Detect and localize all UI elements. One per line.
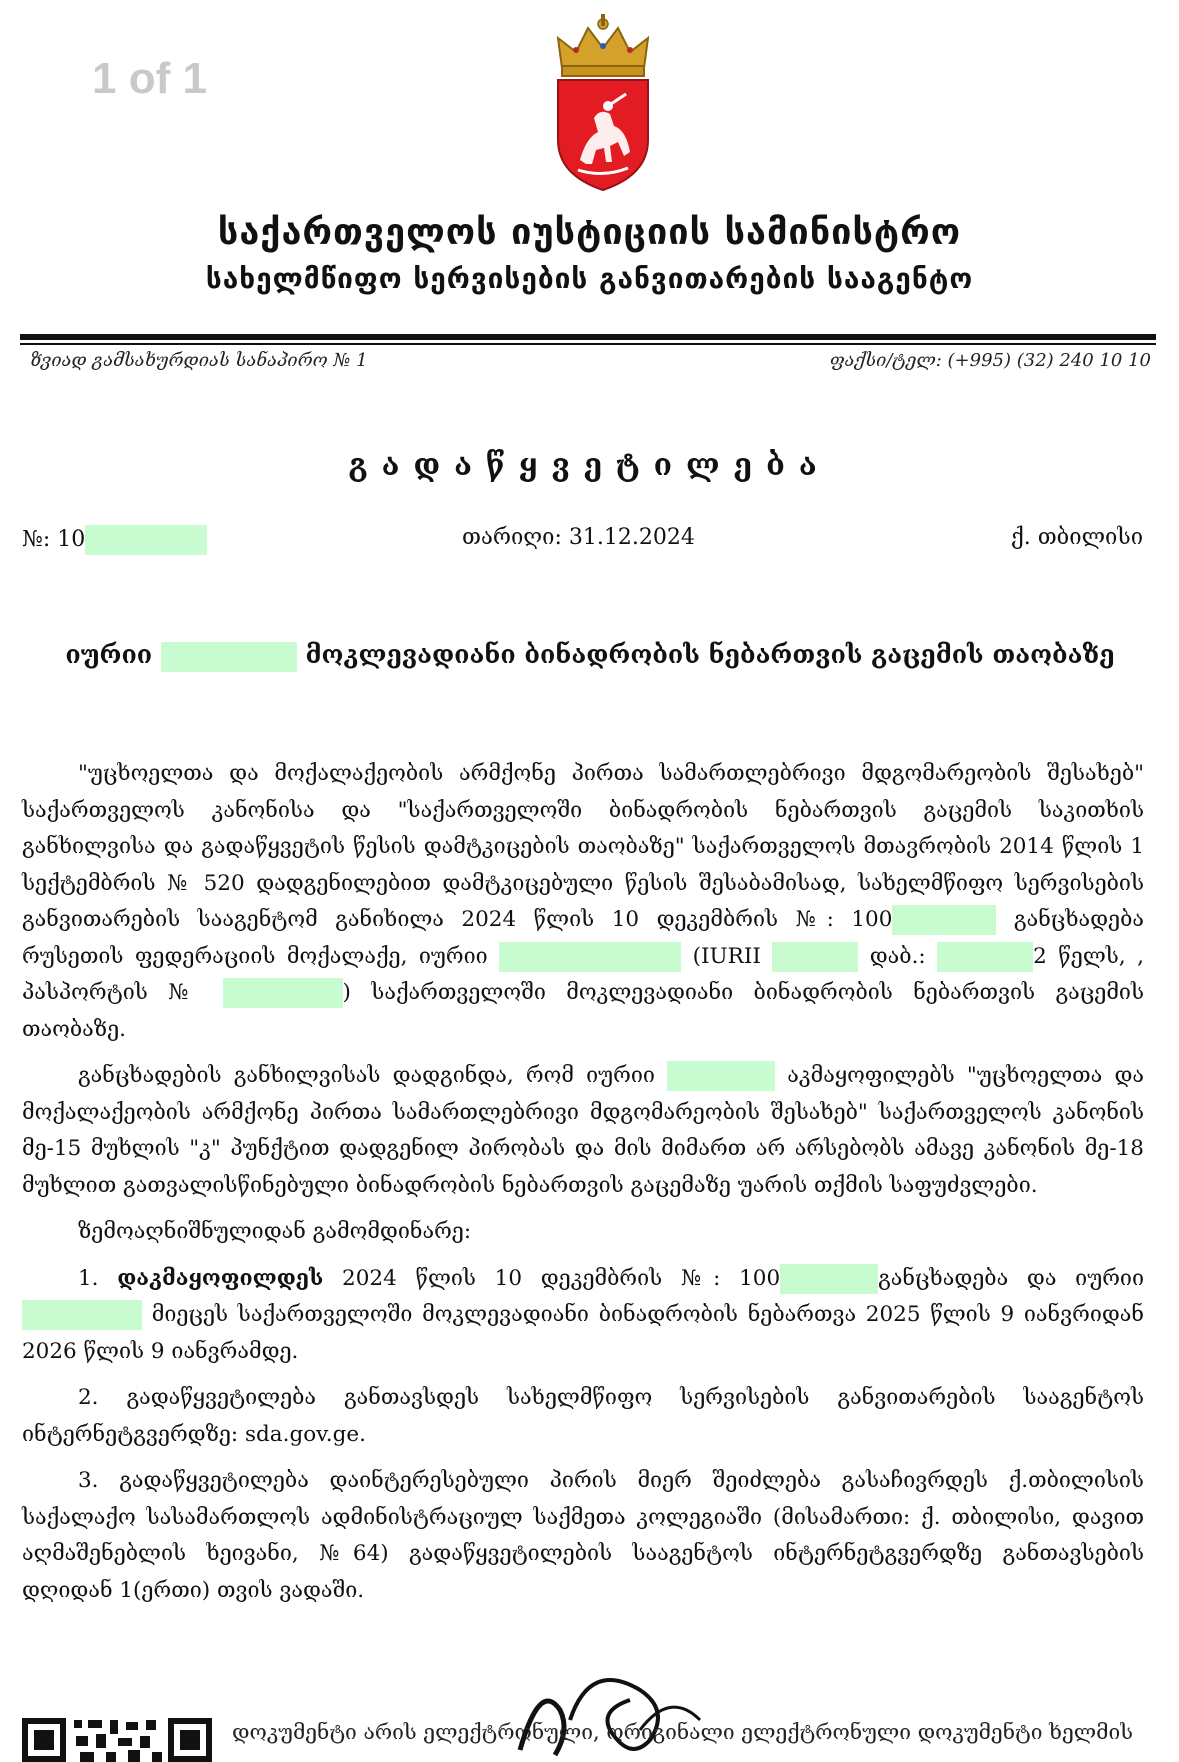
redaction-box (780, 1264, 878, 1294)
header-divider-thin (20, 343, 1156, 345)
decision-verb: დაკმაყოფილდეს (117, 1265, 324, 1291)
shield-icon (558, 80, 648, 190)
decision-item-3: 3. გადაწყვეტილება დაინტერესებული პირის მიერ შეიძლება გასაჩივრდეს ქ.თბილისის საქალაქო სასამართლოს ადმინისტრაციულ საქმეთა კოლეგიაში (მისამართი: ქ. თბილისი, დავით აღმაშენებლის ხეივანი, №64) გადაწყვეტილების სააგენტოს ინტერნეტგვერდზე განთავსების დღიდან 1(ერთი) თვის ვადაში. (22, 1468, 1144, 1603)
crown-icon (558, 14, 648, 76)
document-number-label: №: 10 (22, 527, 86, 552)
header-divider (20, 334, 1156, 340)
redaction-box (772, 942, 858, 972)
document-city: ქ. თბილისი (1010, 525, 1143, 550)
redaction-box (667, 1061, 775, 1091)
document-subject (40, 635, 1140, 675)
qr-code-icon (22, 1718, 212, 1762)
agency-name: სახელმწიფო სერვისების განვითარების სააგენტო (205, 262, 974, 295)
redaction-box (22, 1300, 142, 1330)
document-body (22, 756, 1144, 1619)
redaction-box (223, 978, 343, 1008)
document-date: თარიღი: 31.12.2024 (462, 525, 695, 550)
paragraph-1: "უცხოელთა და მოქალაქეობის არმქონე პირთა სამართლებრივი მდგომარეობის შესახებ" საქართველოს კანონისა და "საქართველოში ბინადრობის ნებართვის გაცემის საკითხის განხილვისა და გადაწყვეტის წესის დამტკიცების თაობაზე" საქართველოს მთავრობის 2014 წლის 1 სექტემბრის № 520 დადგენილებით დამტკიცებული წესის შესაბამისად, სახელმწიფო სერვისების განვითარების სააგენტომ განიხილა 2024 წლის 10 დეკემბრის №: 100 განცხადება რუსეთის ფედერაციის მოქალაქე, იურიი (IURII დაბ.: 2 წელს, , პასპორტის № ) საქართველოში მოკლევადიანი ბინადრობის ნებართვის გაცემის თაობაზე. (22, 761, 1144, 1042)
redaction-box (161, 642, 297, 672)
subject-name: იურიი (65, 640, 153, 669)
subject-text: მოკლევადიანი ბინადრობის ნებართვის გაცემის თაობაზე (305, 640, 1115, 669)
document-type: გადაწყვეტილება (348, 448, 831, 483)
signature-mark (500, 1670, 730, 1762)
document-number (22, 525, 207, 555)
paragraph-2: განცხადების განხილვისას დადგინდა, რომ იურიი აკმაყოფილებს "უცხოელთა და მოქალაქეობის არმქონე პირთა სამართლებრივი მდგომარეობის შესახებ" საქართველოს კანონის მე-15 მუხლის "კ" პუნქტით დადგენილ პირობას და მის მიმართ არ არსებობს ამავე კანონის მე-18 მუხლით გათვალისწინებული ბინადრობის ნებართვის გაცემაზე უარის თქმის საფუძვლები. (22, 1063, 1144, 1198)
footer-note: დოკუმენტი არის ელექტრონული, ორიგინალი ელექტრონული დოკუმენტი ხელმის (232, 1720, 1133, 1744)
redaction-box (499, 942, 681, 972)
ministry-name: საქართველოს იუსტიციის სამინისტრო (217, 212, 962, 253)
coat-of-arms-emblem (548, 10, 658, 200)
redaction-box (85, 525, 207, 555)
agency-address: ზვიად გამსახურდიას სანაპირო № 1 (30, 350, 368, 371)
decision-item-2: 2. გადაწყვეტილება განთავსდეს სახელმწიფო სერვისების განვითარების სააგენტოს ინტერნეტგვერდზე: sda.gov.ge. (22, 1385, 1144, 1447)
page-indicator: 1 of 1 (92, 54, 207, 103)
agency-contact: ფაქსი/ტელ: (+995) (32) 240 10 10 (829, 350, 1151, 371)
decision-item-1: 1. დაკმაყოფილდეს 2024 წლის 10 დეკემბრის №: 100 განცხადება და იურიი მიეცეს საქართველოში მოკლევადიანი ბინადრობის ნებართვა 2025 წლის 9 იანვრიდან 2026 წლის 9 იანვრამდე. (22, 1265, 1144, 1364)
redaction-box (892, 905, 996, 935)
paragraph-3: ზემოაღნიშნულიდან გამომდინარე: (78, 1219, 472, 1244)
redaction-box (937, 942, 1033, 972)
